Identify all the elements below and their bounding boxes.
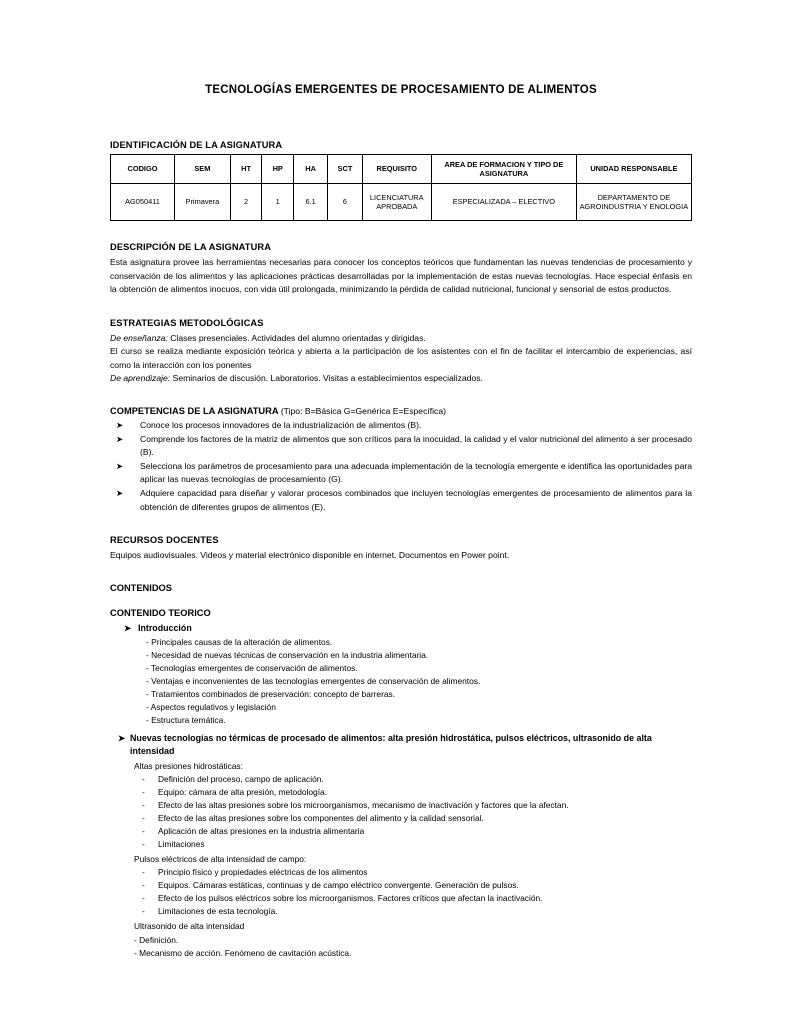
list-item	[110, 460, 692, 487]
th-unidad: UNIDAD RESPONSABLE	[576, 155, 691, 184]
subsection-label-ultrasonido: Ultrasonido de alta intensidad	[134, 920, 245, 931]
arrow-icon: ➤	[116, 460, 124, 471]
arrow-icon: ➤	[116, 420, 124, 431]
list-item	[110, 892, 692, 905]
subsection-items-pulsos-electricos	[110, 866, 692, 918]
dash-icon: -	[142, 892, 145, 903]
list-item	[110, 825, 692, 838]
item-text: Principio físico y propiedades eléctricas de los alimentos	[158, 866, 368, 877]
description-text: Esta asignatura provee las herramientas necesarias para conocer los conceptos teóricos que fundamentan las nuevas tendencias de procesamiento y conservación de los alimentos y las aplicaciones prácticas desarrolladas por la implementación de estas nuevas tecnologías. Hace especial énfasis en la obtención de alimentos inocuos, con vida útil prolongada, minimizando la pérdida de calidad nutricional, funcional y sensorial de estos productos.	[110, 257, 692, 295]
list-item	[110, 838, 692, 851]
list-item	[110, 786, 692, 799]
subsection-items-ultrasonido	[110, 934, 692, 960]
item-text: Equipo: cámara de alta presión, metodología.	[158, 786, 328, 797]
topic-title: Nuevas tecnologías no térmicas de procesado de alimentos: alta presión hidrostática, pulsos eléctricos, ultrasonido de alta intensidad	[130, 732, 652, 756]
item-text: Efecto de los pulsos eléctricos sobre los microorganismos. Factores críticos que afectan la inactivación.	[158, 892, 543, 903]
td-codigo: AG050411	[111, 184, 175, 221]
dash-icon: -	[142, 866, 145, 877]
competence-text: Adquiere capacidad para diseñar y valorar procesos combinados que incluyen tecnologías emergentes de procesamiento de alimentos para la obtención de diferentes grupos de alimentos (E).	[140, 487, 692, 512]
topic-introduccion	[110, 622, 692, 635]
th-sem: SEM	[174, 155, 230, 184]
list-item	[110, 419, 692, 433]
methodologies-teaching	[110, 332, 692, 346]
list-item	[110, 866, 692, 879]
topic-title: Introducción	[138, 622, 192, 633]
list-item: - Tecnologías emergentes de conservación de alimentos.	[146, 662, 358, 673]
list-item	[110, 799, 692, 812]
td-unidad: DEPARTAMENTO DE AGROINDUSTRIA Y ENOLOGIA	[576, 184, 691, 221]
competences-list	[110, 419, 692, 514]
th-ha: HA	[294, 155, 328, 184]
contents-theory-heading: CONTENIDO TEORICO	[110, 607, 211, 618]
dash-icon: -	[142, 905, 145, 916]
th-hp: HP	[262, 155, 294, 184]
dash-icon: -	[142, 879, 145, 890]
learning-label: De aprendizaje:	[110, 373, 171, 384]
methodologies-course: El curso se realiza mediante exposición teórica y abierta a la participación de los asistentes con el fin de facilitar el intercambio de experiencias, así como la interacción con los ponentes	[110, 346, 692, 370]
th-sct: SCT	[328, 155, 362, 184]
subsection-label-pulsos-electricos: Pulsos eléctricos de alta intensidad de campo:	[134, 853, 307, 864]
item-text: Efecto de las altas presiones sobre los microorganismos, mecanismo de inactivación y factores que la afectan.	[158, 799, 569, 810]
dash-icon: -	[142, 799, 145, 810]
item-text: Aplicación de altas presiones en la industria alimentaria	[158, 825, 365, 836]
dash-icon: -	[142, 786, 145, 797]
dash-icon: -	[142, 838, 145, 849]
item-text: Equipos. Cámaras estáticas, continuas y de campo eléctrico convergente. Generación de pulsos.	[158, 879, 519, 890]
td-hp: 1	[262, 184, 294, 221]
dash-icon: -	[142, 773, 145, 784]
list-item: - Ventajas e inconvenientes de las tecnologías emergentes de conservación de alimentos.	[146, 675, 481, 686]
page-title: TECNOLOGÍAS EMERGENTES DE PROCESAMIENTO DE ALIMENTOS	[205, 84, 597, 96]
dash-icon: -	[142, 812, 145, 823]
item-text: Limitaciones de esta tecnología.	[158, 905, 278, 916]
resources-text: Equipos audiovisuales. Videos y material electrónico disponible en internet. Documentos en Power point.	[110, 550, 510, 561]
th-requisito: REQUISITO	[362, 155, 431, 184]
list-item: - Aspectos regulativos y legislación	[146, 701, 276, 712]
table-row	[111, 184, 692, 221]
arrow-icon: ➤	[116, 433, 124, 444]
resources-heading: RECURSOS DOCENTES	[110, 535, 219, 546]
arrow-icon: ➤	[124, 622, 132, 633]
list-item: - Mecanismo de acción. Fenómeno de cavitación acústica.	[134, 947, 352, 958]
td-sct: 6	[328, 184, 362, 221]
identification-table	[110, 154, 692, 221]
list-item: - Principales causas de la alteración de alimentos.	[146, 636, 333, 647]
td-ha: 6.1	[294, 184, 328, 221]
arrow-icon: ➤	[118, 732, 126, 743]
list-item: - Tratamientos combinados de preservación: concepto de barreras.	[146, 688, 396, 699]
subsection-label-altas-presiones: Altas presiones hidrostáticas:	[134, 760, 243, 771]
learning-text: Seminarios de discusión. Laboratorios. Visitas a establecimientos especializados.	[170, 373, 483, 384]
competences-heading-note: (Tipo: B=Básica G=Genérica E=Específica)	[280, 406, 446, 417]
list-item: - Definición.	[134, 934, 179, 945]
th-ht: HT	[230, 155, 262, 184]
competence-text: Selecciona los parámetros de procesamiento para una adecuada implementación de la tecnología emergente e identifica las oportunidades para aplicar las nuevas tecnologías de procesamiento (G).	[140, 460, 692, 485]
list-item: - Estructura temática.	[146, 714, 226, 725]
td-ht: 2	[230, 184, 262, 221]
competence-text: Conoce los procesos innovadores de la industrialización de alimentos (B).	[140, 420, 422, 431]
contents-heading: CONTENIDOS	[110, 582, 172, 593]
description-heading: DESCRIPCIÓN DE LA ASIGNATURA	[110, 242, 272, 252]
td-requisito: LICENCIATURA APROBADA	[362, 184, 431, 221]
competence-text: Comprende los factores de la matriz de alimentos que son críticos para la inocuidad, la calidad y el valor nutricional del alimento a ser procesado (B).	[140, 433, 692, 458]
subsection-items-altas-presiones	[110, 773, 692, 851]
list-item	[110, 812, 692, 825]
methodologies-heading: ESTRATEGIAS METODOLÓGICAS	[110, 317, 264, 328]
table-header-row	[111, 155, 692, 184]
identification-heading: IDENTIFICACIÓN DE LA ASIGNATURA	[110, 140, 283, 150]
item-text: Definición del proceso, campo de aplicación.	[158, 773, 324, 784]
th-codigo: CODIGO	[111, 155, 175, 184]
item-text: Efecto de las altas presiones sobre los componentes del alimento y la calidad sensorial.	[158, 812, 484, 823]
arrow-icon: ➤	[116, 487, 124, 498]
topic-nuevas-tecnologias	[110, 732, 692, 758]
competences-heading-text: COMPETENCIAS DE LA ASIGNATURA	[110, 406, 279, 417]
list-item	[110, 879, 692, 892]
td-sem: Primavera	[174, 184, 230, 221]
list-item	[110, 487, 692, 514]
list-item	[110, 905, 692, 918]
competences-heading	[110, 406, 692, 416]
item-text: Limitaciones	[158, 838, 205, 849]
topic-introduccion-items	[110, 636, 692, 727]
list-item: - Necesidad de nuevas técnicas de conservación en la industria alimentaria.	[146, 649, 429, 660]
teaching-text: Clases presenciales. Actividades del alumno orientadas y dirigidas.	[167, 332, 426, 343]
methodologies-learning	[110, 372, 692, 386]
dash-icon: -	[142, 825, 145, 836]
list-item	[110, 773, 692, 786]
teaching-label: De enseñanza:	[110, 332, 168, 343]
th-area: AREA DE FORMACION Y TIPO DE ASIGNATURA	[431, 155, 576, 184]
td-area: ESPECIALIZADA – ELECTIVO	[431, 184, 576, 221]
list-item	[110, 433, 692, 460]
